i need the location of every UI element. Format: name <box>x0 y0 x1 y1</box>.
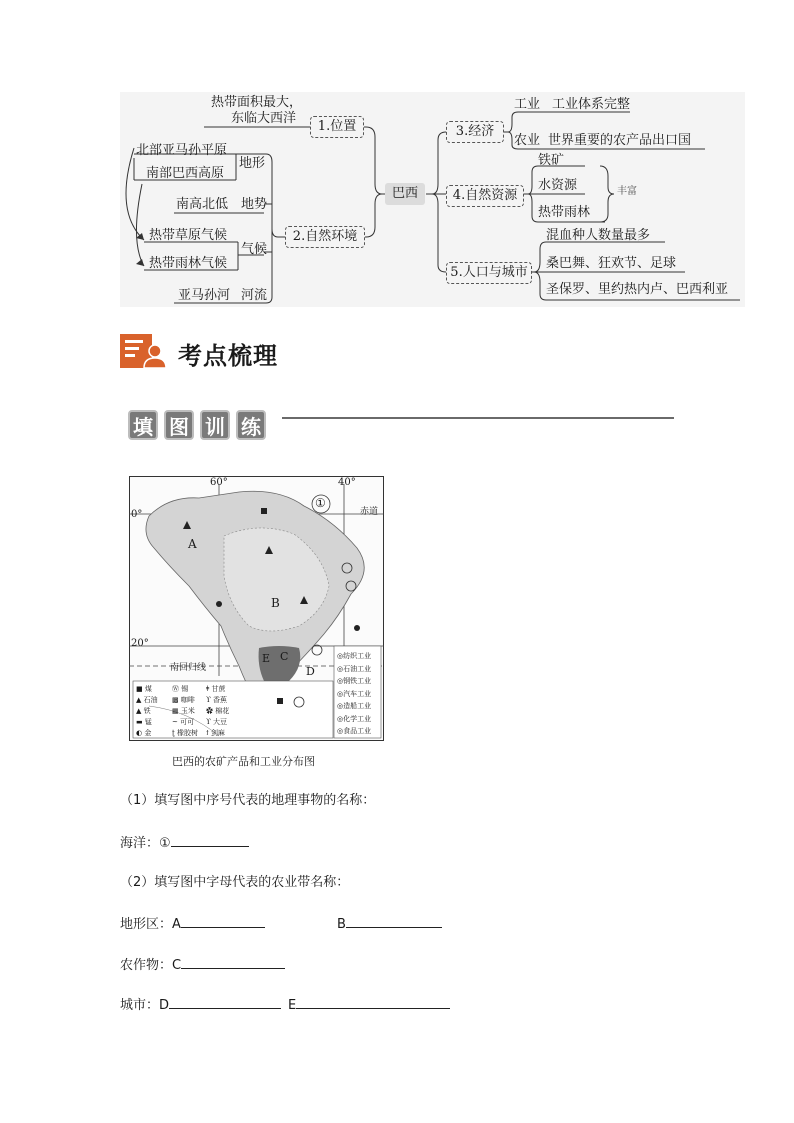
question-2: （2）填写图中字母代表的农业带名称： <box>120 875 350 890</box>
branch-population: 5.人口与城市 <box>446 262 532 284</box>
map-tropic-label: 南回归线 <box>170 663 207 673</box>
industry-label: 工业 <box>514 97 541 112</box>
mind-map <box>120 92 745 307</box>
training-char-1: 填 <box>128 410 158 440</box>
legend-banana: 香蕉 <box>213 696 228 704</box>
map-legend-right: ◎纺织工业 ◎石油工业 ◎钢铁工业 ◎汽车工业 ◎造船工业 ◎化学工业 ◎食品工业 <box>337 652 372 735</box>
city-label-e: E <box>288 998 297 1013</box>
map-lat-0: 0° <box>131 509 143 520</box>
landform-label-b: B <box>337 917 346 932</box>
ocean-label: 海洋：① <box>120 836 171 851</box>
river-text: 亚马孙河 <box>178 288 231 303</box>
map-letter-b: B <box>271 596 280 610</box>
terrain-text: 南高北低 <box>176 197 229 212</box>
legend-chemical: 化学工业 <box>343 714 372 723</box>
resource-iron: 铁矿 <box>538 153 565 168</box>
resource-rainforest: 热带雨林 <box>538 205 591 220</box>
map-lat-20: 20° <box>131 638 149 649</box>
crop-label: 农作物：C <box>120 958 182 973</box>
legend-cotton: 棉花 <box>215 707 230 715</box>
map-letter-d: D <box>306 665 315 678</box>
legend-coal: 煤 <box>144 685 152 693</box>
legend-manganese: 锰 <box>144 718 152 726</box>
legend-shipbuilding: 造船工业 <box>343 702 372 710</box>
training-char-3: 训 <box>200 410 230 440</box>
landform-blank-b[interactable] <box>346 915 442 928</box>
ocean-blank[interactable] <box>171 834 249 847</box>
legend-food: 食品工业 <box>343 727 372 735</box>
landform-row-b <box>337 915 442 933</box>
title-divider <box>282 417 674 419</box>
legend-rubber: 橡胶树 <box>177 729 199 737</box>
legend-coffee: 咖啡 <box>180 696 195 704</box>
city-blank-d[interactable] <box>169 996 281 1009</box>
legend-sisal: 剑麻 <box>210 729 225 737</box>
map-equator-label: 赤道 <box>360 507 379 517</box>
climate-label: 气候 <box>241 242 268 257</box>
crop-blank[interactable] <box>181 956 285 969</box>
position-desc-line2: 东临大西洋 <box>231 111 297 126</box>
agriculture-text: 世界重要的农产品出口国 <box>548 133 692 148</box>
crop-row <box>120 956 285 974</box>
legend-oil: 石油 <box>143 696 158 704</box>
legend-steel: 钢铁工业 <box>343 677 372 685</box>
legend-petroleum: 石油工业 <box>343 664 372 673</box>
branch-resources: 4.自然资源 <box>446 185 524 207</box>
resource-water: 水资源 <box>538 178 578 193</box>
legend-auto: 汽车工业 <box>343 689 372 698</box>
map-lon-40: 40° <box>338 477 356 488</box>
city-label-d: 城市：D <box>120 998 170 1013</box>
position-desc-line1: 热带面积最大， <box>211 95 303 110</box>
population-item-2: 桑巴舞、狂欢节、足球 <box>546 256 677 271</box>
legend-iron: 铁 <box>143 707 151 715</box>
branch-environment: 2.自然环境 <box>285 226 365 248</box>
city-row-e <box>288 996 450 1014</box>
landform-blank-a[interactable] <box>181 915 265 928</box>
legend-soybean: 大豆 <box>213 718 228 726</box>
training-char-4: 练 <box>236 410 266 440</box>
terrain-label: 地势 <box>241 197 268 212</box>
legend-sugarcane: 甘蔗 <box>211 685 226 693</box>
landform-north: 北部亚马孙平原 <box>136 143 228 158</box>
legend-tin: 锡 <box>181 685 189 693</box>
section-title: 考点梳理 <box>178 342 278 370</box>
legend-cocoa: 可可 <box>180 718 195 726</box>
landform-label: 地形 <box>239 156 266 171</box>
city-row <box>120 996 281 1014</box>
landform-label-a: 地形区：A <box>120 917 181 932</box>
training-char-2: 图 <box>164 410 194 440</box>
branch-economy: 3.经济 <box>446 121 504 143</box>
map-letter-a: A <box>188 537 197 551</box>
ocean-row <box>120 834 249 852</box>
city-blank-e[interactable] <box>296 996 450 1009</box>
branch-position: 1.位置 <box>310 116 364 138</box>
map-letter-e: E <box>262 652 271 665</box>
climate-savanna: 热带草原气候 <box>149 228 228 243</box>
checklist-person-icon <box>120 334 166 368</box>
population-item-3: 圣保罗、里约热内卢、巴西利亚 <box>546 282 729 297</box>
legend-gold: 金 <box>144 729 152 737</box>
industry-text: 工业体系完整 <box>552 97 631 112</box>
map-letter-c: C <box>280 650 289 663</box>
agriculture-label: 农业 <box>514 133 541 148</box>
landform-south: 南部巴西高原 <box>146 166 225 181</box>
map-circle-1: ① <box>315 496 326 510</box>
legend-corn: 玉米 <box>180 707 195 715</box>
legend-textile: 纺织工业 <box>343 652 372 660</box>
question-1: （1）填写图中序号代表的地理事物的名称： <box>120 793 376 808</box>
map-caption: 巴西的农矿产品和工业分布图 <box>172 755 315 768</box>
resource-note: 丰富 <box>617 186 637 197</box>
landform-row <box>120 915 265 933</box>
river-label: 河流 <box>241 288 268 303</box>
map-legend-left: ■ 煤 Ⓦ 锡 ǂ 甘蔗 ▲ 石油 ▩ 咖啡 ϒ 香蕉 ▲ 铁 ▦ 玉米 ✿ 棉花 ▬ 锰 ~ 可可 ϒ 大豆 ◐ 金 ʈ 橡胶树 ϯ 剑麻 <box>136 685 230 737</box>
population-item-1: 混血种人数量最多 <box>546 228 651 243</box>
climate-rainforest: 热带雨林气候 <box>149 256 228 271</box>
center-node: 巴西 <box>385 183 425 205</box>
map-lon-60: 60° <box>210 477 228 488</box>
